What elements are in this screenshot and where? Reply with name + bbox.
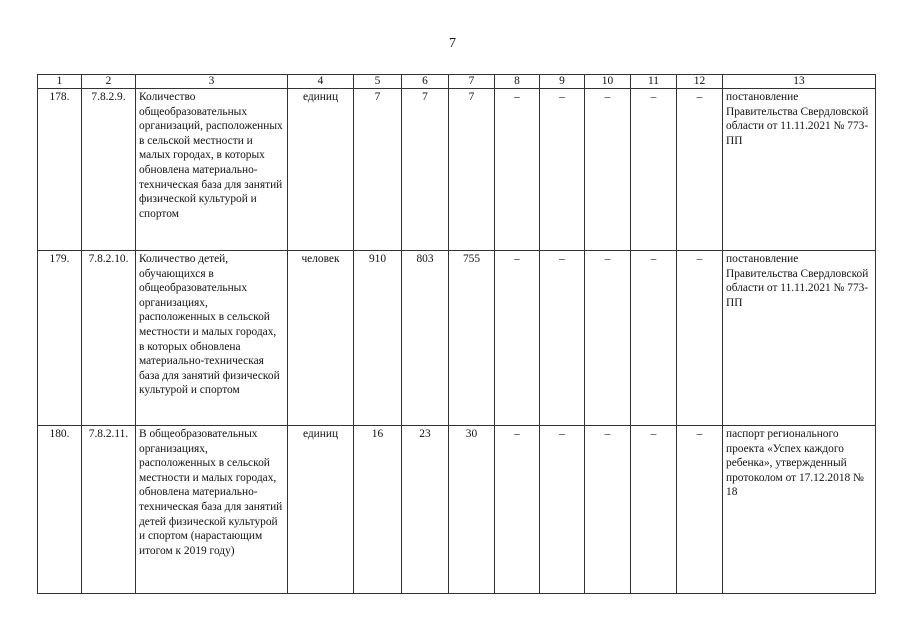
value-col-10: – <box>585 251 631 426</box>
indicator-name: В общеобразовательных организациях, расположенных в сельской местности и малых городах, обновлена материально-техническая база для занятий детей физической культурой и спортом (нарастающим итогом к 2019 году) <box>136 426 288 594</box>
value-col-11: – <box>631 251 677 426</box>
value-col-7: 755 <box>449 251 495 426</box>
unit: человек <box>288 251 354 426</box>
column-header-4: 4 <box>288 75 354 89</box>
value-col-8: – <box>495 251 540 426</box>
value-col-11: – <box>631 426 677 594</box>
indicator-code: 7.8.2.9. <box>82 89 136 251</box>
value-col-9: – <box>540 426 585 594</box>
value-col-7: 7 <box>449 89 495 251</box>
row-number: 180. <box>38 426 82 594</box>
indicator-name: Количество общеобразовательных организаций, расположенных в сельской местности и малых городах, в которых обновлена материально-техническая база для занятий физической культурой и спортом <box>136 89 288 251</box>
column-header-9: 9 <box>540 75 585 89</box>
value-col-9: – <box>540 251 585 426</box>
value-col-10: – <box>585 426 631 594</box>
column-header-2: 2 <box>82 75 136 89</box>
value-col-5: 910 <box>354 251 402 426</box>
value-col-6: 7 <box>402 89 449 251</box>
column-header-10: 10 <box>585 75 631 89</box>
value-col-6: 803 <box>402 251 449 426</box>
value-col-7: 30 <box>449 426 495 594</box>
column-header-11: 11 <box>631 75 677 89</box>
column-header-1: 1 <box>38 75 82 89</box>
value-col-8: – <box>495 89 540 251</box>
unit: единиц <box>288 426 354 594</box>
indicator-code: 7.8.2.11. <box>82 426 136 594</box>
table-row <box>38 426 876 594</box>
value-col-5: 7 <box>354 89 402 251</box>
source-document: постановление Правительства Свердловской области от 11.11.2021 № 773-ПП <box>723 89 876 251</box>
value-col-5: 16 <box>354 426 402 594</box>
value-col-12: – <box>677 251 723 426</box>
value-col-11: – <box>631 89 677 251</box>
column-header-12: 12 <box>677 75 723 89</box>
indicators-table <box>37 74 876 594</box>
value-col-12: – <box>677 426 723 594</box>
indicator-code: 7.8.2.10. <box>82 251 136 426</box>
column-header-7: 7 <box>449 75 495 89</box>
value-col-8: – <box>495 426 540 594</box>
column-header-8: 8 <box>495 75 540 89</box>
page-number: 7 <box>449 36 456 51</box>
row-number: 178. <box>38 89 82 251</box>
source-document: паспорт регионального проекта «Успех каждого ребенка», утвержденный протоколом от 17.12.2018 № 18 <box>723 426 876 594</box>
column-header-6: 6 <box>402 75 449 89</box>
value-col-10: – <box>585 89 631 251</box>
value-col-12: – <box>677 89 723 251</box>
indicator-name: Количество детей, обучающихся в общеобразовательных организациях, расположенных в сельской местности и малых городах, в которых обновлена материально-техническая база для занятий физической культурой и спортом <box>136 251 288 426</box>
unit: единиц <box>288 89 354 251</box>
source-document: постановление Правительства Свердловской области от 11.11.2021 № 773-ПП <box>723 251 876 426</box>
column-header-13: 13 <box>723 75 876 89</box>
table-row <box>38 251 876 426</box>
header-row <box>38 75 876 89</box>
table-row <box>38 89 876 251</box>
value-col-9: – <box>540 89 585 251</box>
column-header-3: 3 <box>136 75 288 89</box>
row-number: 179. <box>38 251 82 426</box>
value-col-6: 23 <box>402 426 449 594</box>
column-header-5: 5 <box>354 75 402 89</box>
